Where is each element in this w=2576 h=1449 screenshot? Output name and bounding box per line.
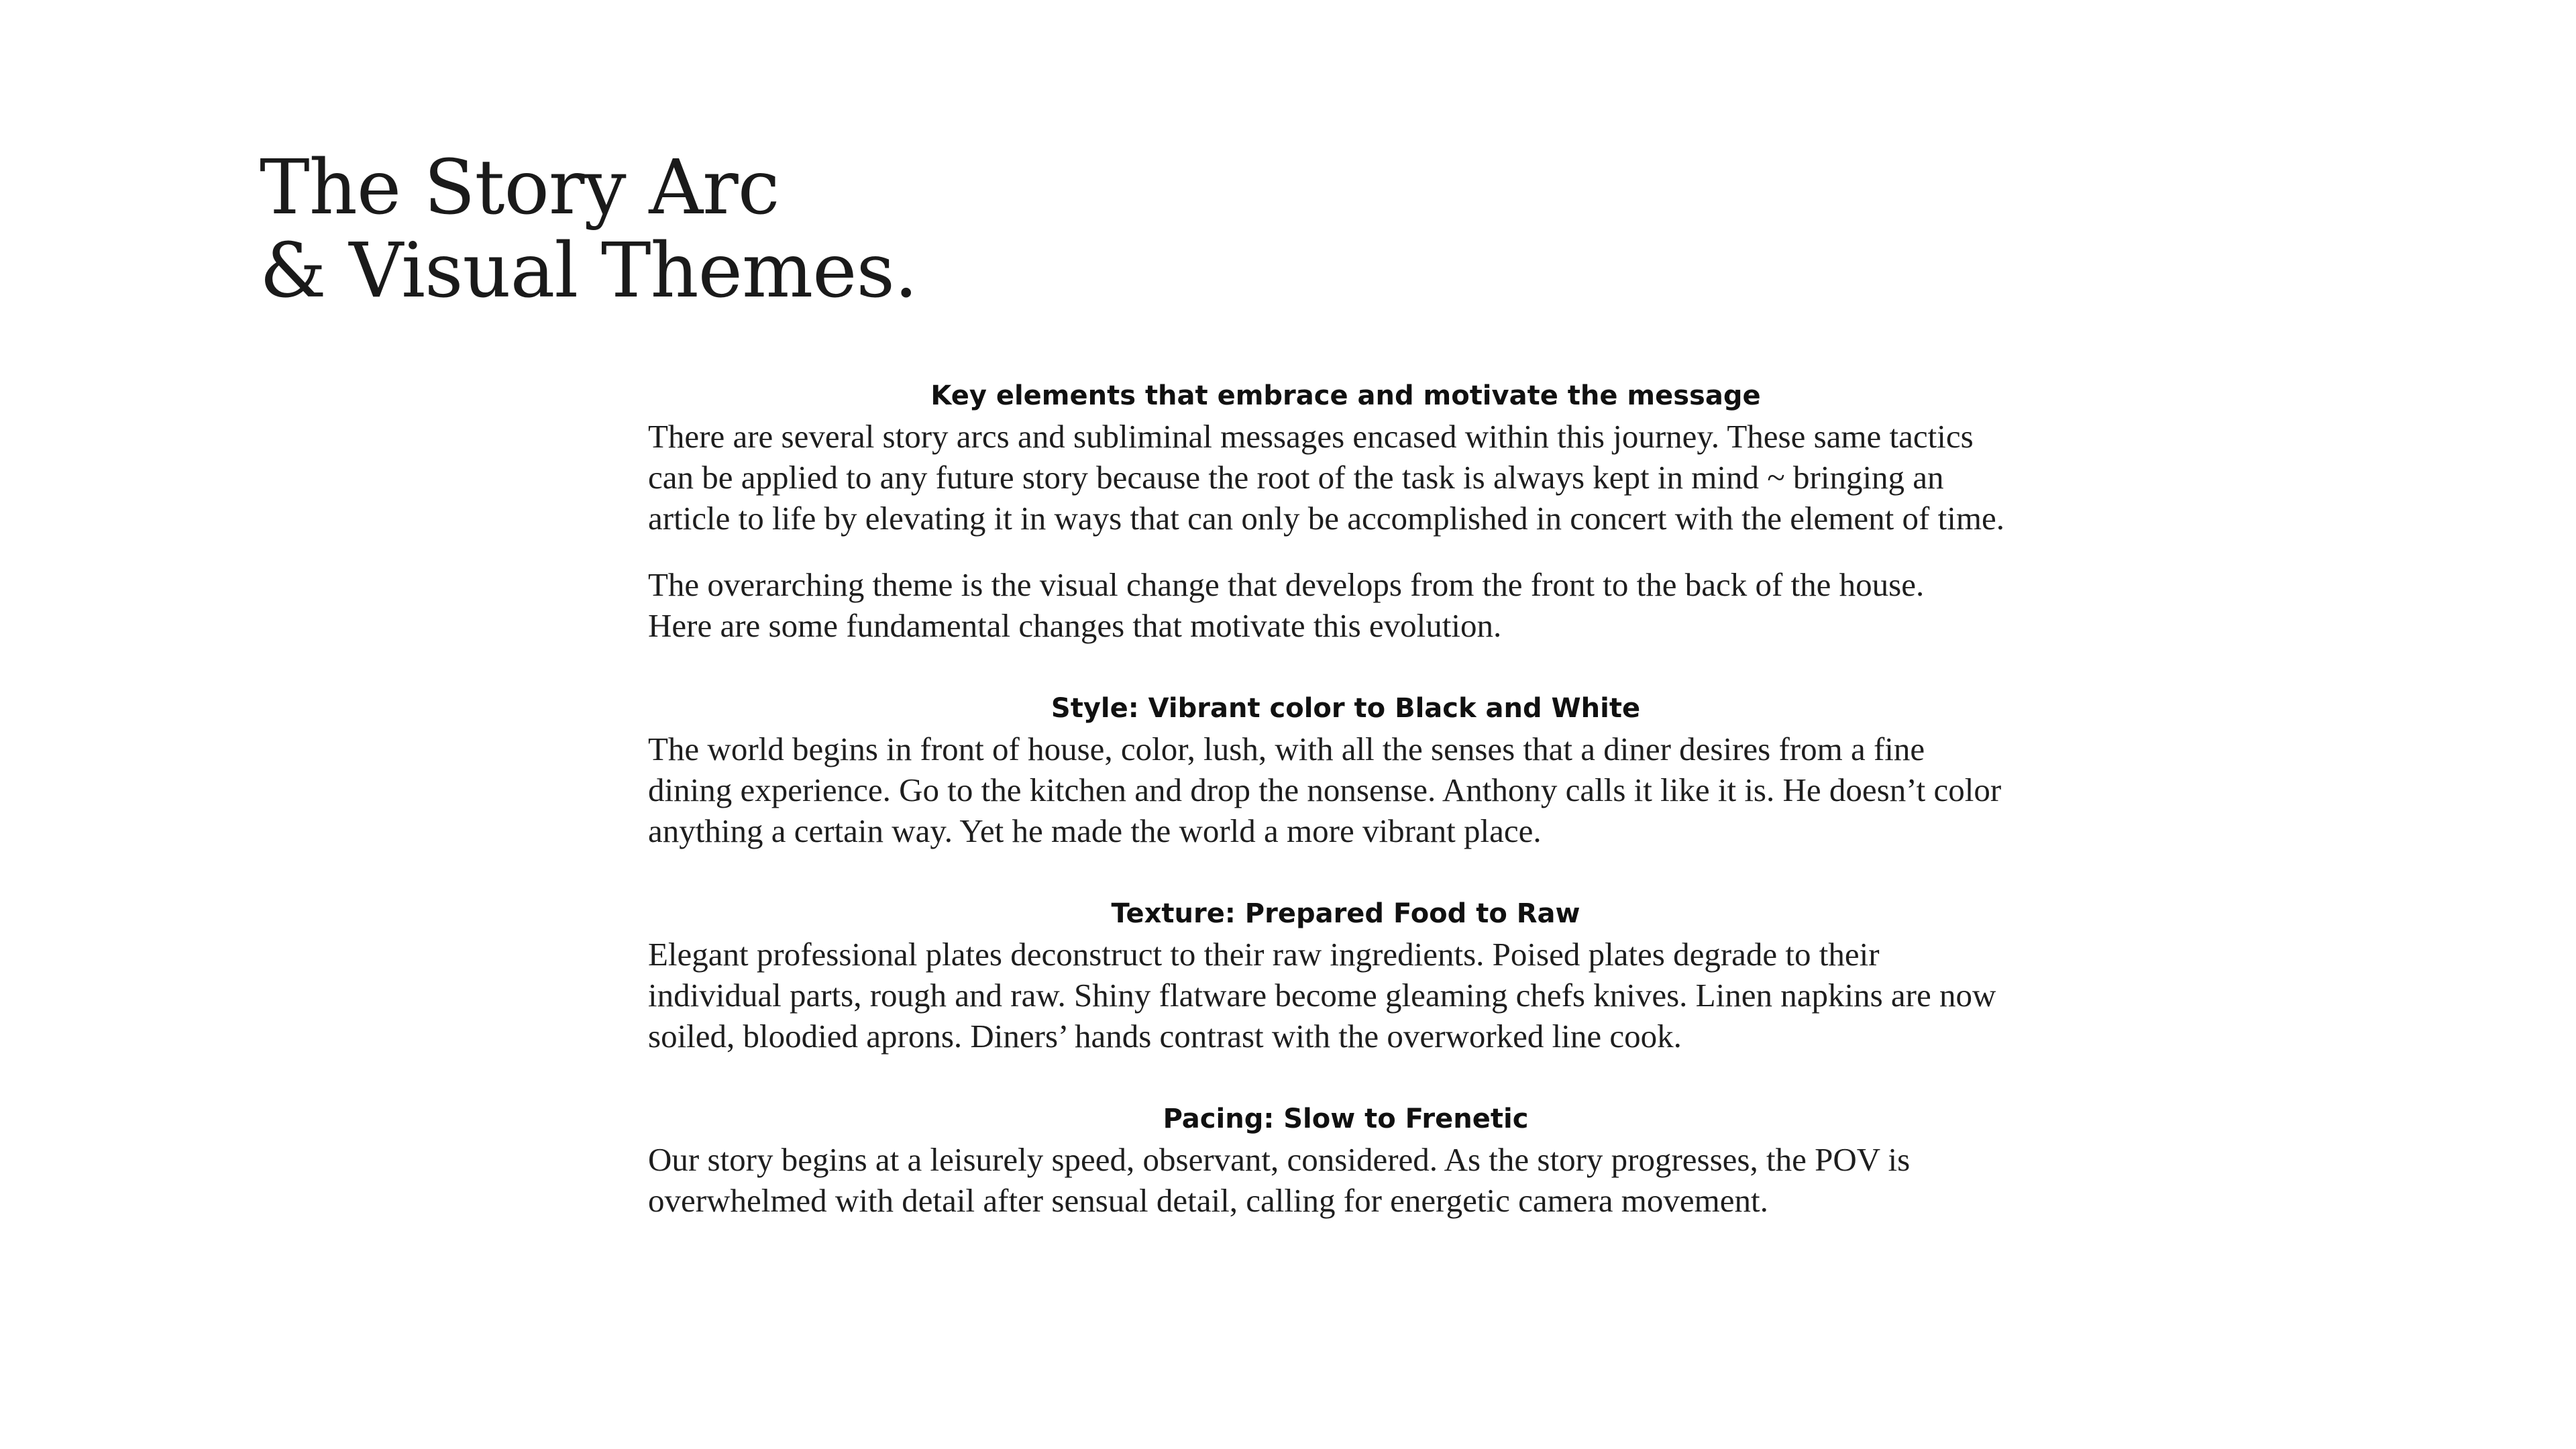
text-line: Here are some fundamental changes that motivate this evolution.	[648, 607, 1502, 644]
text-line: dining experience. Go to the kitchen and drop the nonsense. Anthony calls it like it is. He doesn’t color	[648, 771, 2002, 808]
spacer	[648, 646, 2057, 688]
page-title	[260, 146, 918, 313]
text-line: Elegant professional plates deconstruct to their raw ingredients. Poised plates degrade to their	[648, 936, 1880, 973]
body-content	[648, 376, 2057, 1221]
page-title-line-1: The Story Arc	[260, 144, 780, 231]
spacer	[648, 851, 2057, 894]
intro-paragraph-2	[648, 564, 2057, 646]
style-paragraph	[648, 729, 2057, 851]
section-heading: Key elements that embrace and motivate the message	[930, 380, 1761, 411]
text-line: The world begins in front of house, color, lush, with all the senses that a diner desires from a fine	[648, 731, 1925, 767]
text-line: Our story begins at a leisurely speed, observant, considered. As the story progresses, the POV is	[648, 1141, 1911, 1178]
section-texture	[648, 894, 2057, 1057]
page-title-line-2: & Visual Themes.	[260, 227, 918, 315]
text-line: overwhelmed with detail after sensual detail, calling for energetic camera movement.	[648, 1182, 1768, 1219]
text-line: The overarching theme is the visual change that develops from the front to the back of the house.	[648, 566, 1925, 603]
section-pacing	[648, 1099, 2057, 1221]
text-line: soiled, bloodied aprons. Diners’ hands contrast with the overworked line cook.	[648, 1018, 1682, 1055]
text-line: anything a certain way. Yet he made the world a more vibrant place.	[648, 812, 1542, 849]
text-line: individual parts, rough and raw. Shiny flatware become gleaming chefs knives. Linen napkins are now	[648, 977, 1996, 1014]
section-heading: Texture: Prepared Food to Raw	[1111, 898, 1580, 929]
section-key-elements	[648, 376, 2057, 646]
texture-paragraph	[648, 934, 2057, 1057]
text-line: There are several story arcs and subliminal messages encased within this journey. These same tactics	[648, 418, 1974, 455]
intro-paragraph-1	[648, 416, 2057, 539]
spacer	[648, 1057, 2057, 1099]
section-heading: Pacing: Slow to Frenetic	[1163, 1104, 1529, 1134]
spacer	[648, 539, 2057, 564]
text-line: can be applied to any future story because the root of the task is always kept in mind ~ bringing an	[648, 459, 1944, 496]
section-heading: Style: Vibrant color to Black and White	[1051, 693, 1641, 724]
section-style	[648, 688, 2057, 851]
text-line: article to life by elevating it in ways that can only be accomplished in concert with the element of time.	[648, 500, 2004, 537]
pacing-paragraph	[648, 1139, 2057, 1221]
